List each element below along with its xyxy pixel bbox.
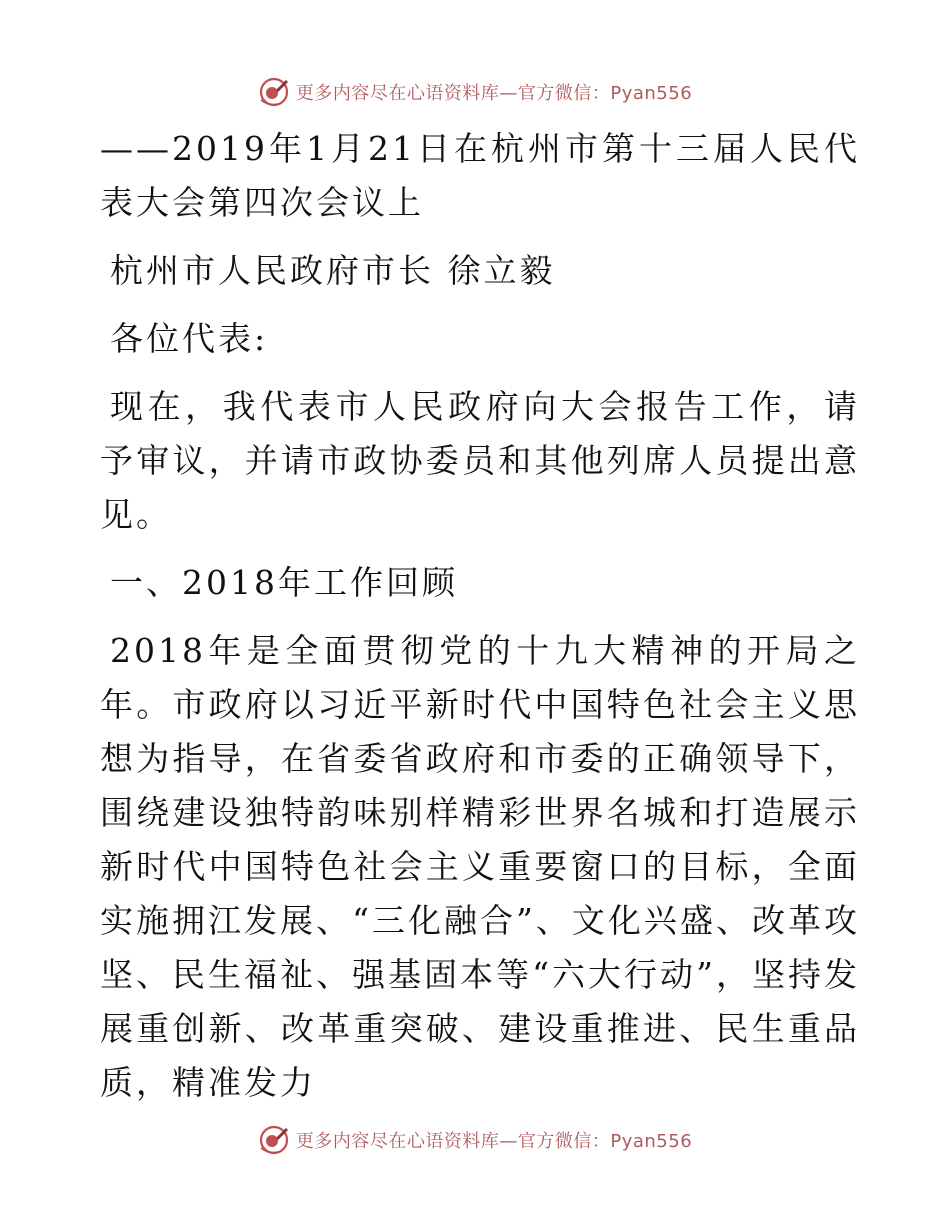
- watermark-footer: [0, 1120, 950, 1160]
- watermark-text: [296, 1127, 692, 1153]
- pen-logo-icon: [258, 1124, 290, 1156]
- section-heading: 一、2018年工作回顾: [110, 563, 458, 602]
- watermark-separator: —: [499, 83, 518, 104]
- watermark-contact: 官方微信：Pyan556: [517, 83, 693, 104]
- watermark-title: 更多内容尽在心语资料库: [295, 83, 500, 104]
- watermark-title: 更多内容尽在心语资料库: [295, 1131, 500, 1152]
- watermark-header: [0, 72, 950, 112]
- opening-paragraph: 现在，我代表市人民政府向大会报告工作，请予审议，并请市政协委员和其他列席人员提出意见。: [100, 387, 860, 534]
- report-subtitle: ——2019年1月21日在杭州市第十三届人民代表大会第四次会议上: [100, 129, 860, 222]
- review-paragraph: 2018年是全面贯彻党的十九大精神的开局之年。市政府以习近平新时代中国特色社会主义思想为指导，在省委省政府和市委的正确领导下，围绕建设独特韵味别样精彩世界名城和打造展示新时代中国特色社会主义重要窗口的目标，全面实施拥江发展、“三化融合”、文化兴盛、改革攻坚、民生福祉、强基固本等“六大行动”，坚持发展重创新、改革重突破、建设重推进、民生重品质，精准发力: [100, 631, 860, 1102]
- speaker-line: 杭州市人民政府市长 徐立毅: [110, 251, 556, 290]
- watermark-contact: 官方微信：Pyan556: [517, 1131, 693, 1152]
- pen-logo-icon: [258, 76, 290, 108]
- watermark-text: [296, 79, 692, 105]
- salutation: 各位代表:: [110, 319, 269, 358]
- document-body: [100, 122, 860, 1110]
- watermark-separator: —: [499, 1131, 518, 1152]
